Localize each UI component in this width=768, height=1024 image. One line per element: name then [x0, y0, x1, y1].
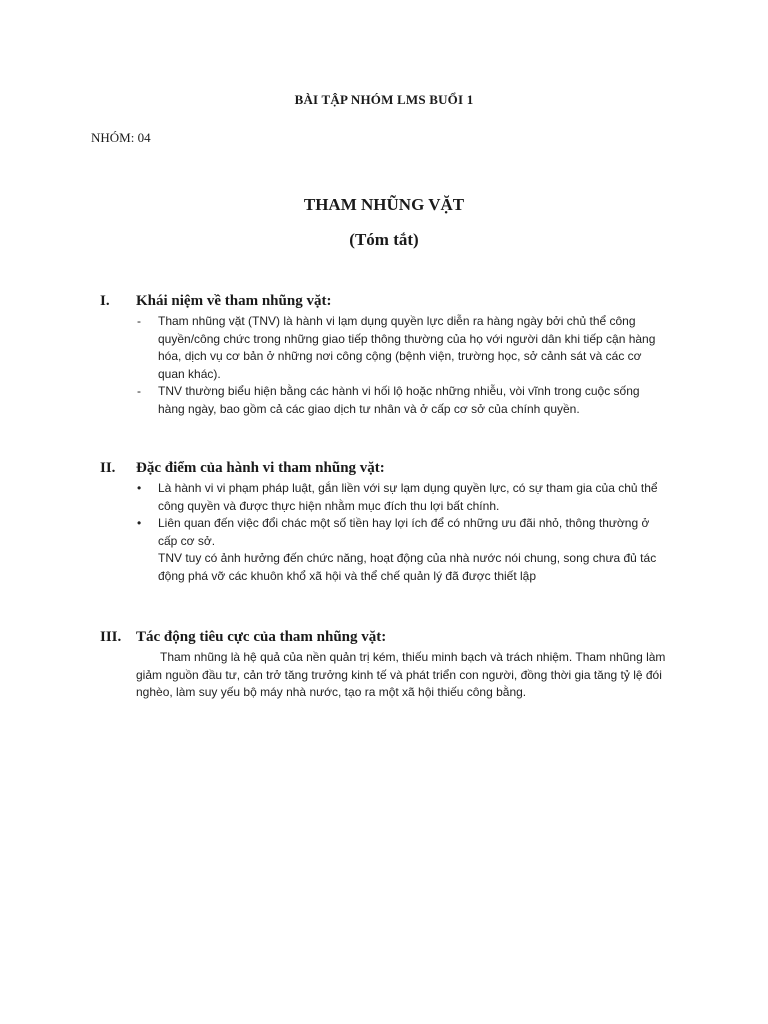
- list-item-text: Tham nhũng vặt (TNV) là hành vi lạm dụng quyền lực diễn ra hàng ngày bởi chủ thể công quyền/công chức trong những giao tiếp thông thường của họ với người dân khi tiếp cận hàng hóa, dịch vụ cơ bản ở những nơi công cộng (bệnh viện, trường học, sở cảnh sát và các cơ quan khác).: [158, 314, 656, 381]
- section-1-list: [0, 313, 768, 418]
- bullet-icon: •: [137, 516, 142, 530]
- main-title: THAM NHŨNG VẶT: [303, 195, 465, 214]
- dash-marker: -: [137, 314, 141, 328]
- list-item: [0, 515, 768, 550]
- section-1-title: Khái niệm về tham nhũng vặt:: [136, 293, 332, 309]
- section-2-title: Đặc điểm của hành vi tham nhũng vặt:: [136, 460, 385, 476]
- section-3-paragraph: Tham nhũng là hệ quả của nền quản trị kém, thiếu minh bạch và trách nhiệm. Tham nhũng làm giảm nguồn đầu tư, cản trở tăng trưởng kinh tế và phát triển con người, đồng thời gia tăng tỷ lệ đói nghèo, làm suy yếu bộ máy nhà nước, tạo ra một xã hội thiếu công bằng.: [136, 650, 666, 699]
- section-1: [0, 293, 768, 418]
- group-label: NHÓM: 04: [91, 130, 151, 145]
- bullet-icon: •: [137, 481, 142, 495]
- section-2: [0, 460, 768, 585]
- list-item-text: Là hành vi vi phạm pháp luật, gắn liền với sự lạm dụng quyền lực, có sự tham gia của chủ thể công quyền và được thực hiện nhằm mục đích thu lợi bất chính.: [158, 481, 658, 513]
- section-2-list: [0, 480, 768, 550]
- section-3-heading: [0, 629, 768, 649]
- section-3: [0, 629, 768, 702]
- list-item: [0, 480, 768, 515]
- list-item-text: Liên quan đến việc đổi chác một số tiền hay lợi ích để có những ưu đãi nhỏ, thông thường ở cấp cơ sở.: [158, 516, 650, 548]
- list-item-text: TNV thường biểu hiện bằng các hành vi hối lộ hoặc những nhiễu, vòi vĩnh trong cuộc sống hàng ngày, bao gồm cả các giao dịch tư nhân và ở cấp cơ sở của chính quyền.: [158, 384, 640, 416]
- section-2-heading: [0, 460, 768, 480]
- main-subtitle: (Tóm tắt): [349, 230, 419, 249]
- list-item: [0, 313, 768, 383]
- list-item: [0, 383, 768, 418]
- section-3-number: III.: [100, 629, 122, 645]
- document-title: BÀI TẬP NHÓM LMS BUỔI 1: [294, 92, 474, 107]
- section-2-number: II.: [100, 460, 116, 476]
- section-1-number: I.: [100, 293, 110, 309]
- section-1-heading: [0, 293, 768, 313]
- section-2-note: TNV tuy có ảnh hưởng đến chức năng, hoạt động của nhà nước nói chung, song chưa đủ tác động phá vỡ các khuôn khổ xã hội và thể chế quản lý đã được thiết lập: [158, 551, 657, 583]
- section-3-title: Tác động tiêu cực của tham nhũng vặt:: [136, 629, 387, 645]
- dash-marker: -: [137, 384, 141, 398]
